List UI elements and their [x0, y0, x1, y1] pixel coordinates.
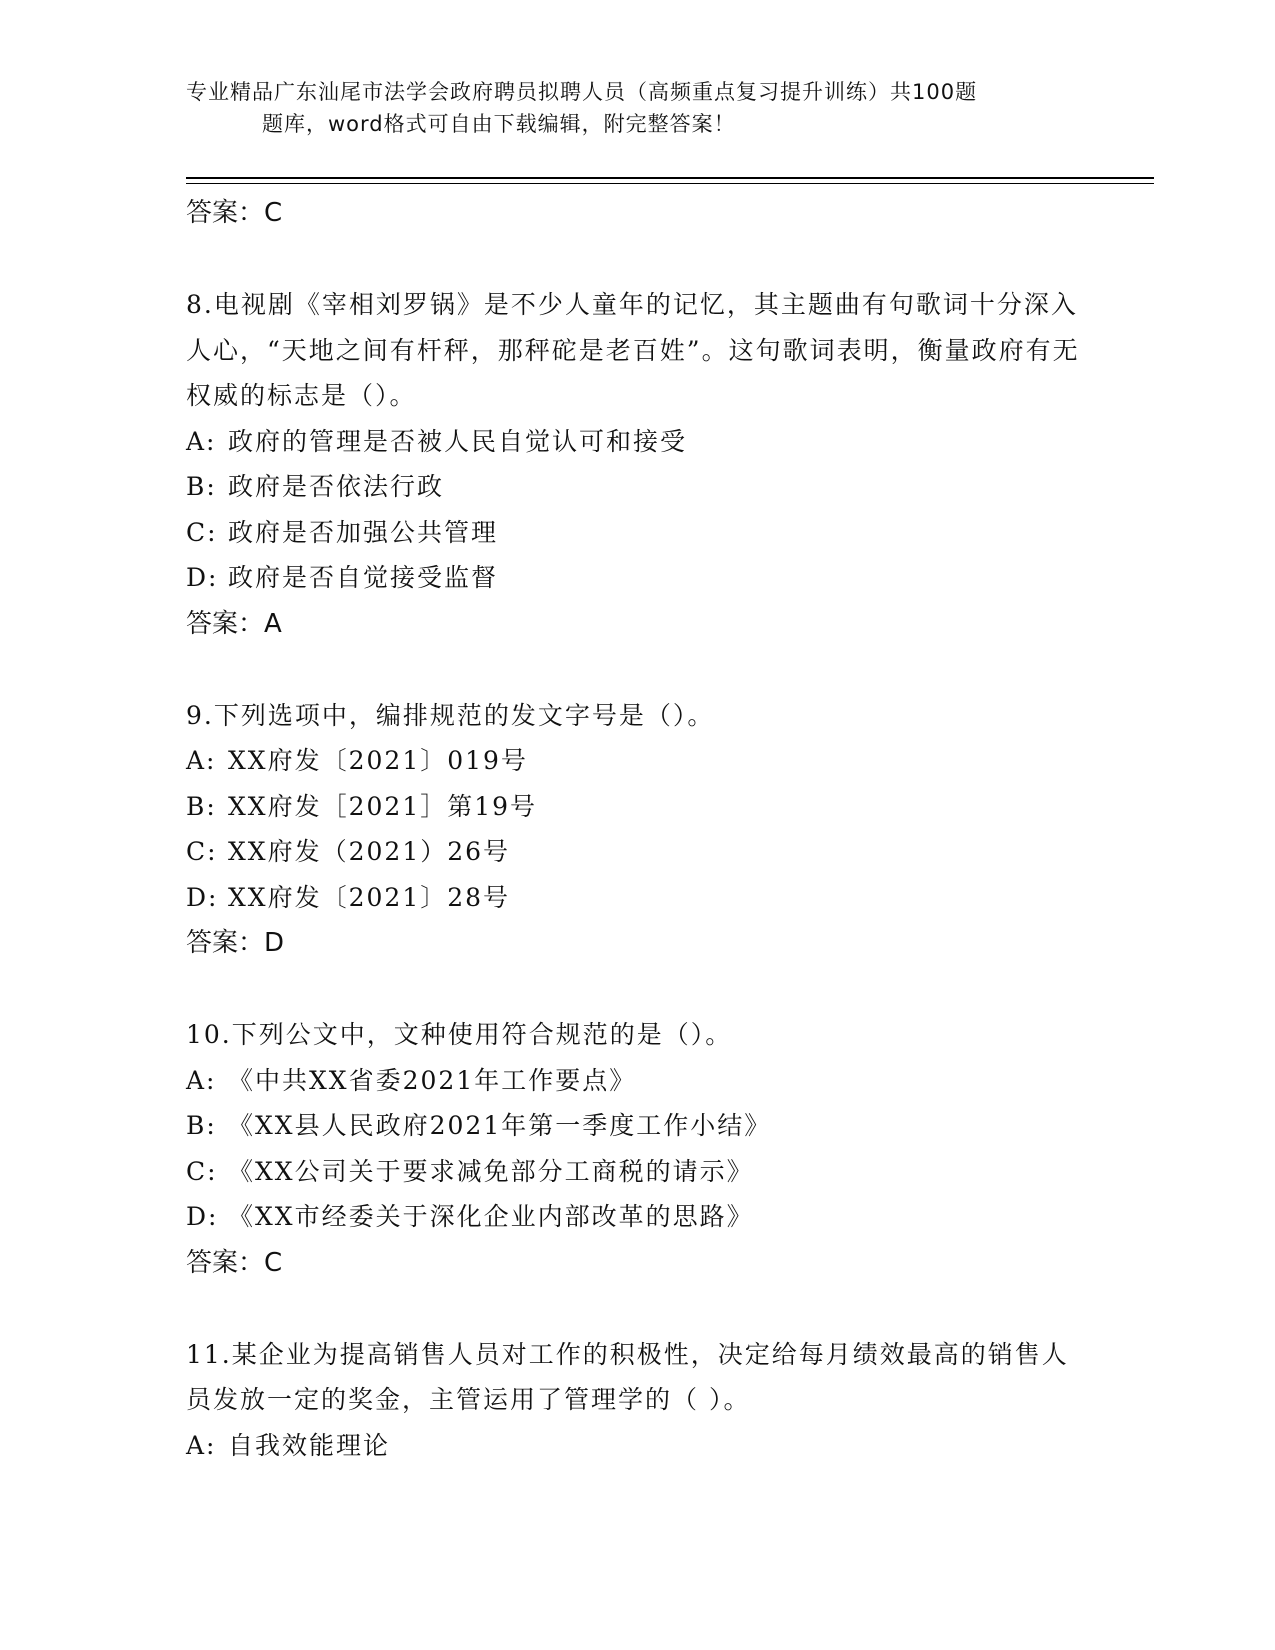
option-label: B: [186, 791, 217, 821]
option-d [186, 1194, 1086, 1240]
option-a [186, 419, 1086, 465]
option-label: C: [186, 517, 218, 547]
question-item [186, 282, 1086, 647]
question-item [186, 1332, 1086, 1469]
option-text: XX府发［2021］第19号 [228, 791, 538, 821]
option-b [186, 464, 1086, 510]
option-text: 政府的管理是否被人民自觉认可和接受 [228, 426, 688, 456]
answer-text: 答案：A [186, 608, 282, 639]
spacer [186, 1286, 1086, 1332]
option-label: A: [186, 426, 217, 456]
option-label: D: [186, 1202, 219, 1231]
question-text: 11.某企业为提高销售人员对工作的积极性，决定给每月绩效最高的销售人员发放一定的奖金，主管运用了管理学的（ ）。 [186, 1339, 1069, 1414]
option-a [186, 1058, 1086, 1104]
question-text: 10.下列公文中，文种使用符合规范的是（）。 [186, 1020, 733, 1049]
option-label: B: [186, 472, 217, 501]
answer-text: 答案：D [186, 928, 285, 958]
header-rule-thick [186, 177, 1154, 179]
question-list [186, 190, 1086, 1468]
option-text: 《中共XX省委2021年工作要点》 [228, 1065, 637, 1095]
option-text: 政府是否依法行政 [228, 472, 445, 501]
header-rule-thin [186, 183, 1154, 184]
option-text: XX府发〔2021〕28号 [228, 882, 511, 912]
spacer [186, 236, 1086, 282]
option-a [186, 1423, 1086, 1469]
option-text: XX府发〔2021〕019号 [228, 746, 528, 775]
option-label: C: [186, 837, 218, 866]
option-d [186, 875, 1086, 921]
header-title-line2: 题库，word格式可自由下载编辑，附完整答案！ [262, 112, 736, 136]
option-text: 自我效能理论 [228, 1430, 391, 1460]
option-text: XX府发（2021）26号 [228, 837, 511, 866]
option-c [186, 510, 1086, 556]
option-c [186, 1149, 1086, 1195]
option-b [186, 784, 1086, 830]
question-item [186, 1012, 1086, 1286]
header-title-line1: 专业精品广东汕尾市法学会政府聘员拟聘人员（高频重点复习提升训练）共100题 [186, 80, 978, 104]
spacer [186, 647, 1086, 693]
question-text: 8.电视剧《宰相刘罗锅》是不少人童年的记忆，其主题曲有句歌词十分深入人心，“天地之间有杆秤，那秤砣是老百姓”。这句歌词表明，衡量政府有无权威的标志是（）。 [186, 290, 1080, 410]
option-b [186, 1103, 1086, 1149]
option-label: A: [186, 1430, 217, 1460]
option-label: C: [186, 1156, 218, 1186]
option-a [186, 738, 1086, 784]
option-d [186, 555, 1086, 601]
option-label: A: [186, 1065, 217, 1095]
answer-text: 答案：C [186, 1247, 283, 1278]
option-text: 《XX市经委关于深化企业内部改革的思路》 [228, 1202, 754, 1231]
question-text: 9.下列选项中，编排规范的发文字号是（）。 [186, 700, 715, 730]
option-text: 政府是否加强公共管理 [228, 517, 499, 547]
question-item [186, 693, 1086, 967]
option-label: B: [186, 1111, 217, 1140]
answer-text: 答案：C [186, 198, 283, 228]
option-label: D: [186, 563, 219, 592]
option-text: 《XX县人民政府2021年第一季度工作小结》 [228, 1111, 772, 1140]
document-header [186, 76, 1086, 140]
option-text: 政府是否自觉接受监督 [228, 563, 499, 592]
option-label: A: [186, 746, 217, 775]
option-text: 《XX公司关于要求减免部分工商税的请示》 [228, 1156, 754, 1186]
option-label: D: [186, 882, 219, 912]
spacer [186, 966, 1086, 1012]
option-c [186, 829, 1086, 875]
